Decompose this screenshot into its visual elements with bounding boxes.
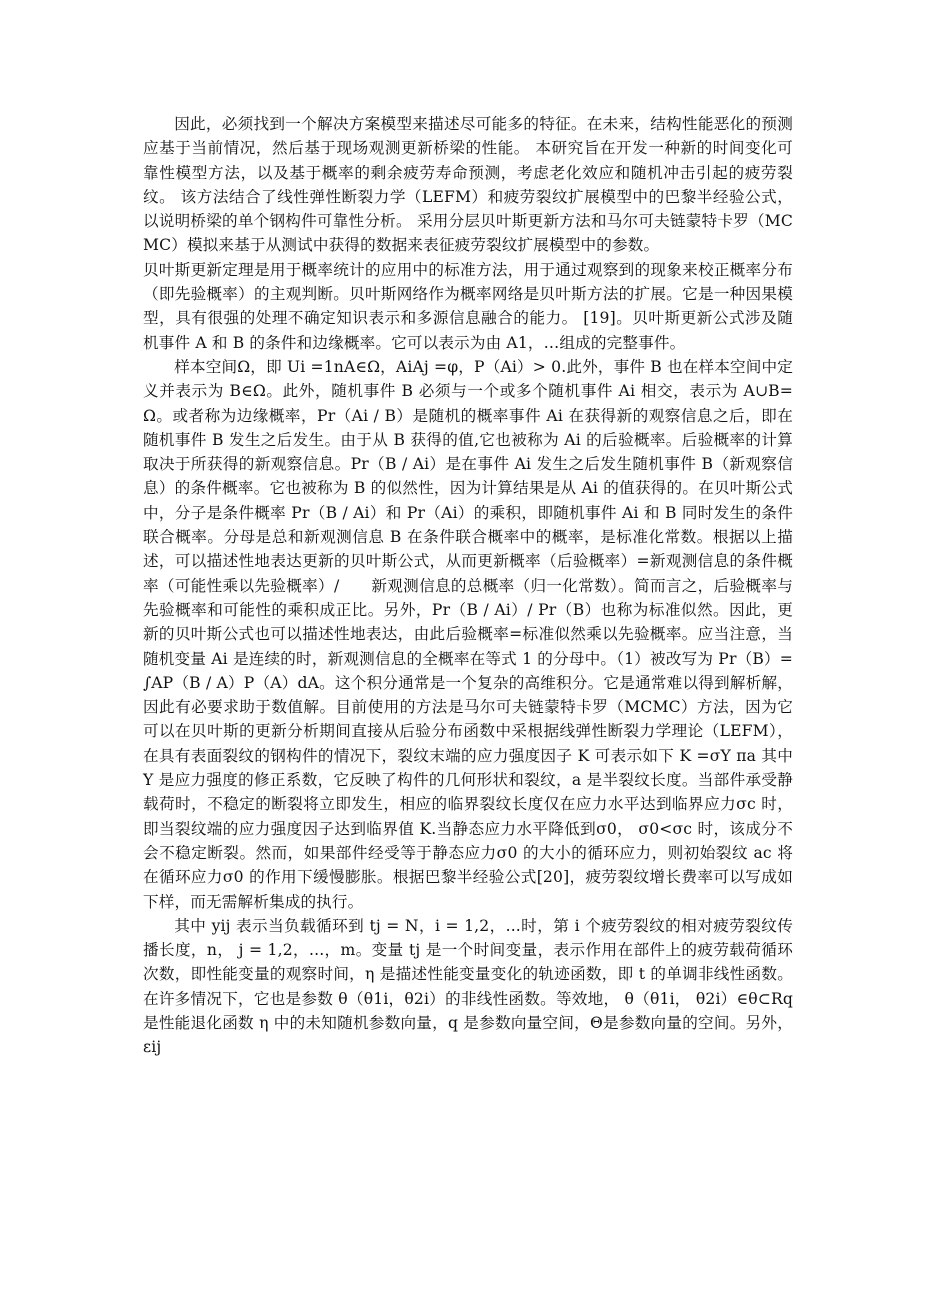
paragraph-intro: 因此，必须找到一个解决方案模型来描述尽可能多的特征。在未来，结构性能恶化的预测应基于当前情况，然后基于现场观测更新桥梁的性能。 本研究旨在开发一种新的时间变化可靠性模型方法，以及基于概率的剩余疲劳寿命预测，考虑老化效应和随机冲击引起的疲劳裂纹。 该方法结合了线性弹性断裂力学（LEFM）和疲劳裂纹扩展模型中的巴黎半经验公式，以说明桥梁的单个钢构件可靠性分析。 采用分层贝叶斯更新方法和马尔可夫链蒙特卡罗（MCMC）模拟来基于从测试中获得的数据来表征疲劳裂纹扩展模型中的参数。	[143, 115, 793, 255]
paragraph-sample-space: 样本空间Ω，即 Ui =1nA∈Ω，AiAj =φ，P（Ai）> 0.此外，事件 B 也在样本空间中定义并表示为 B∈Ω。此外，随机事件 B 必须与一个或多个随机事件 Ai 相交，表示为 A∪B=Ω。或者称为边缘概率，Pr（Ai / B）是随机的概率事件 Ai 在获得新的观察信息之后，即在随机事件 B 发生之后发生。由于从 B 获得的值,它也被称为 Ai 的后验概率。后验概率的计算取决于所获得的新观察信息。Pr（B / Ai）是在事件 Ai 发生之后发生随机事件 B（新观察信息）的条件概率。它也被称为 B 的似然性，因为计算结果是从 Ai 的值获得的。在贝叶斯公式中，分子是条件概率 Pr（B / Ai）和 Pr（Ai）的乘积，即随机事件 Ai 和 B 同时发生的条件联合概率。分母是总和新观测信息 B 在条件联合概率中的概率，是标准化常数。根据以上描述，可以描述性地表达更新的贝叶斯公式，从而更新概率（后验概率）=新观测信息的条件概率（可能性乘以先验概率）/ 新观测信息的总概率（归一化常数）。简而言之，后验概率与先验概率和可能性的乘积成正比。另外，Pr（B / Ai）/ Pr（B）也称为标准似然。因此，更新的贝叶斯公式也可以描述性地表达，由此后验概率=标准似然乘以先验概率。应当注意，当随机变量 Ai 是连续的时，新观测信息的全概率在等式 1 的分母中。（1）被改写为 Pr（B）=∫AP（B / A）P（A）dA。这个积分通常是一个复杂的高维积分。它是通常难以得到解析解，因此有必要求助于数值解。目前使用的方法是马尔可夫链蒙特卡罗（MCMC）方法，因为它可以在贝叶斯的更新分析期间直接从后验分布函数中采根据线弹性断裂力学理论（LEFM），在具有表面裂纹的钢构件的情况下，裂纹末端的应力强度因子 K 可表示如下 K =σY πa 其中 Y 是应力强度的修正系数，它反映了构件的几何形状和裂纹，a 是半裂纹长度。当部件承受静载荷时，不稳定的断裂将立即发生，相应的临界裂纹长度仅在应力水平达到临界应力σc 时，即当裂纹端的应力强度因子达到临界值 K.当静态应力水平降低到σ0， σ0<σc 时，该成分不会不稳定断裂。然而，如果部件经受等于静态应力σ0 的大小的循环应力，则初始裂纹 ac 将在循环应力σ0 的作用下缓慢膨胀。根据巴黎半经验公式[20]，疲劳裂纹增长费率可以写成如下样，而无需解析集成的执行。	[143, 357, 793, 911]
paragraph-bayes-theorem: 贝叶斯更新定理是用于概率统计的应用中的标准方法，用于通过观察到的现象来校正概率分布（即先验概率）的主观判断。贝叶斯网络作为概率网络是贝叶斯方法的扩展。它是一种因果模型，具有很强的处理不确定知识表示和多源信息融合的能力。 [19]。贝叶斯更新公式涉及随机事件 A 和 B 的条件和边缘概率。它可以表示为由 A1，…组成的完整事件。	[143, 260, 793, 352]
paragraph-crack-length: 其中 yij 表示当负载循环到 tj = N，i = 1,2，...时，第 i 个疲劳裂纹的相对疲劳裂纹传播长度，n， j = 1,2，...，m。变量 tj 是一个时间变量，表示作用在部件上的疲劳载荷循环次数，即性能变量的观察时间，η 是描述性能变量变化的轨迹函数，即 t 的单调非线性函数。在许多情况下，它也是参数 θ（θ1i，θ2i）的非线性函数。等效地， θ（θ1i， θ2i）∈θ⊂Rq 是性能退化函数 η 中的未知随机参数向量，q 是参数向量空间，Θ是参数向量的空间。另外， εij	[143, 916, 793, 1057]
document-body	[143, 112, 793, 1060]
